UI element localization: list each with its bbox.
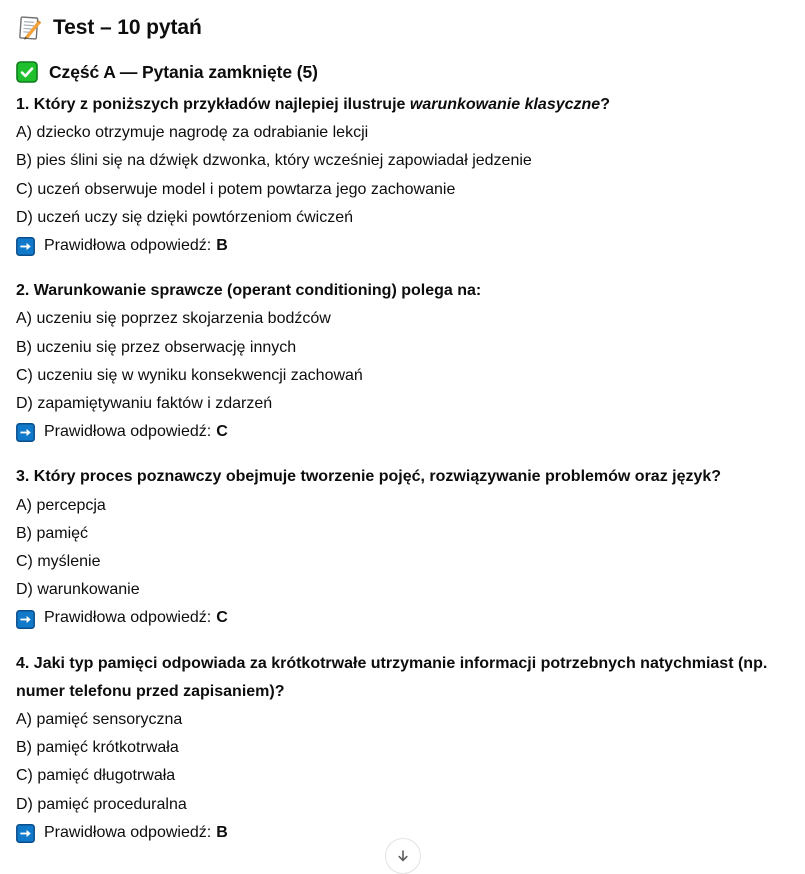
scroll-to-bottom-button[interactable] [385, 838, 421, 874]
check-mark-icon [16, 61, 38, 83]
answer-option: C) pamięć długotrwała [16, 762, 781, 790]
question-list [16, 91, 781, 847]
question-text: 2. Warunkowanie sprawcze (operant conditioning) polega na: [16, 277, 781, 305]
correct-answer-line [16, 232, 781, 260]
question-block-1 [16, 91, 781, 260]
chevron-down-icon [396, 849, 410, 863]
correct-answer-letter: B [216, 819, 228, 847]
page-title: Test – 10 pytań [53, 13, 202, 43]
answer-option: A) pamięć sensoryczna [16, 706, 781, 734]
question-text: 1. Który z poniższych przykładów najlepiej ilustruje warunkowanie klasyczne? [16, 91, 781, 119]
correct-answer-line [16, 418, 781, 446]
answer-option: D) warunkowanie [16, 576, 781, 604]
correct-answer-label: Prawidłowa odpowiedź: [44, 418, 211, 446]
answer-option: B) pies ślini się na dźwięk dzwonka, który wcześniej zapowiadał jedzenie [16, 147, 781, 175]
question-block-3 [16, 463, 781, 632]
question-block-2 [16, 277, 781, 446]
question-block-4 [16, 650, 781, 847]
correct-answer-letter: C [216, 604, 228, 632]
section-title: Część A — Pytania zamknięte (5) [49, 59, 318, 85]
arrow-right-icon [16, 237, 35, 256]
arrow-right-icon [16, 610, 35, 629]
correct-answer-label: Prawidłowa odpowiedź: [44, 819, 211, 847]
answer-option: A) dziecko otrzymuje nagrodę za odrabianie lekcji [16, 119, 781, 147]
arrow-right-icon [16, 824, 35, 843]
section-header [16, 59, 781, 85]
question-text: 4. Jaki typ pamięci odpowiada za krótkotrwałe utrzymanie informacji potrzebnych natychmiast (np. numer telefonu przed zapisaniem)? [16, 650, 781, 706]
correct-answer-label: Prawidłowa odpowiedź: [44, 232, 211, 260]
arrow-right-icon [16, 423, 35, 442]
correct-answer-line [16, 604, 781, 632]
answer-option: A) uczeniu się poprzez skojarzenia bodźców [16, 305, 781, 333]
correct-answer-letter: B [216, 232, 228, 260]
answer-option: C) myślenie [16, 548, 781, 576]
page-header [16, 13, 781, 43]
correct-answer-label: Prawidłowa odpowiedź: [44, 604, 211, 632]
answer-option: B) pamięć krótkotrwała [16, 734, 781, 762]
answer-option: D) zapamiętywaniu faktów i zdarzeń [16, 390, 781, 418]
answer-option: C) uczeń obserwuje model i potem powtarza jego zachowanie [16, 176, 781, 204]
answer-option: D) pamięć proceduralna [16, 791, 781, 819]
correct-answer-letter: C [216, 418, 228, 446]
answer-option: B) pamięć [16, 520, 781, 548]
question-text: 3. Który proces poznawczy obejmuje tworzenie pojęć, rozwiązywanie problemów oraz język? [16, 463, 781, 491]
answer-option: C) uczeniu się w wyniku konsekwencji zachowań [16, 362, 781, 390]
answer-option: B) uczeniu się przez obserwację innych [16, 334, 781, 362]
memo-icon [16, 15, 42, 41]
answer-option: A) percepcja [16, 492, 781, 520]
answer-option: D) uczeń uczy się dzięki powtórzeniom ćwiczeń [16, 204, 781, 232]
